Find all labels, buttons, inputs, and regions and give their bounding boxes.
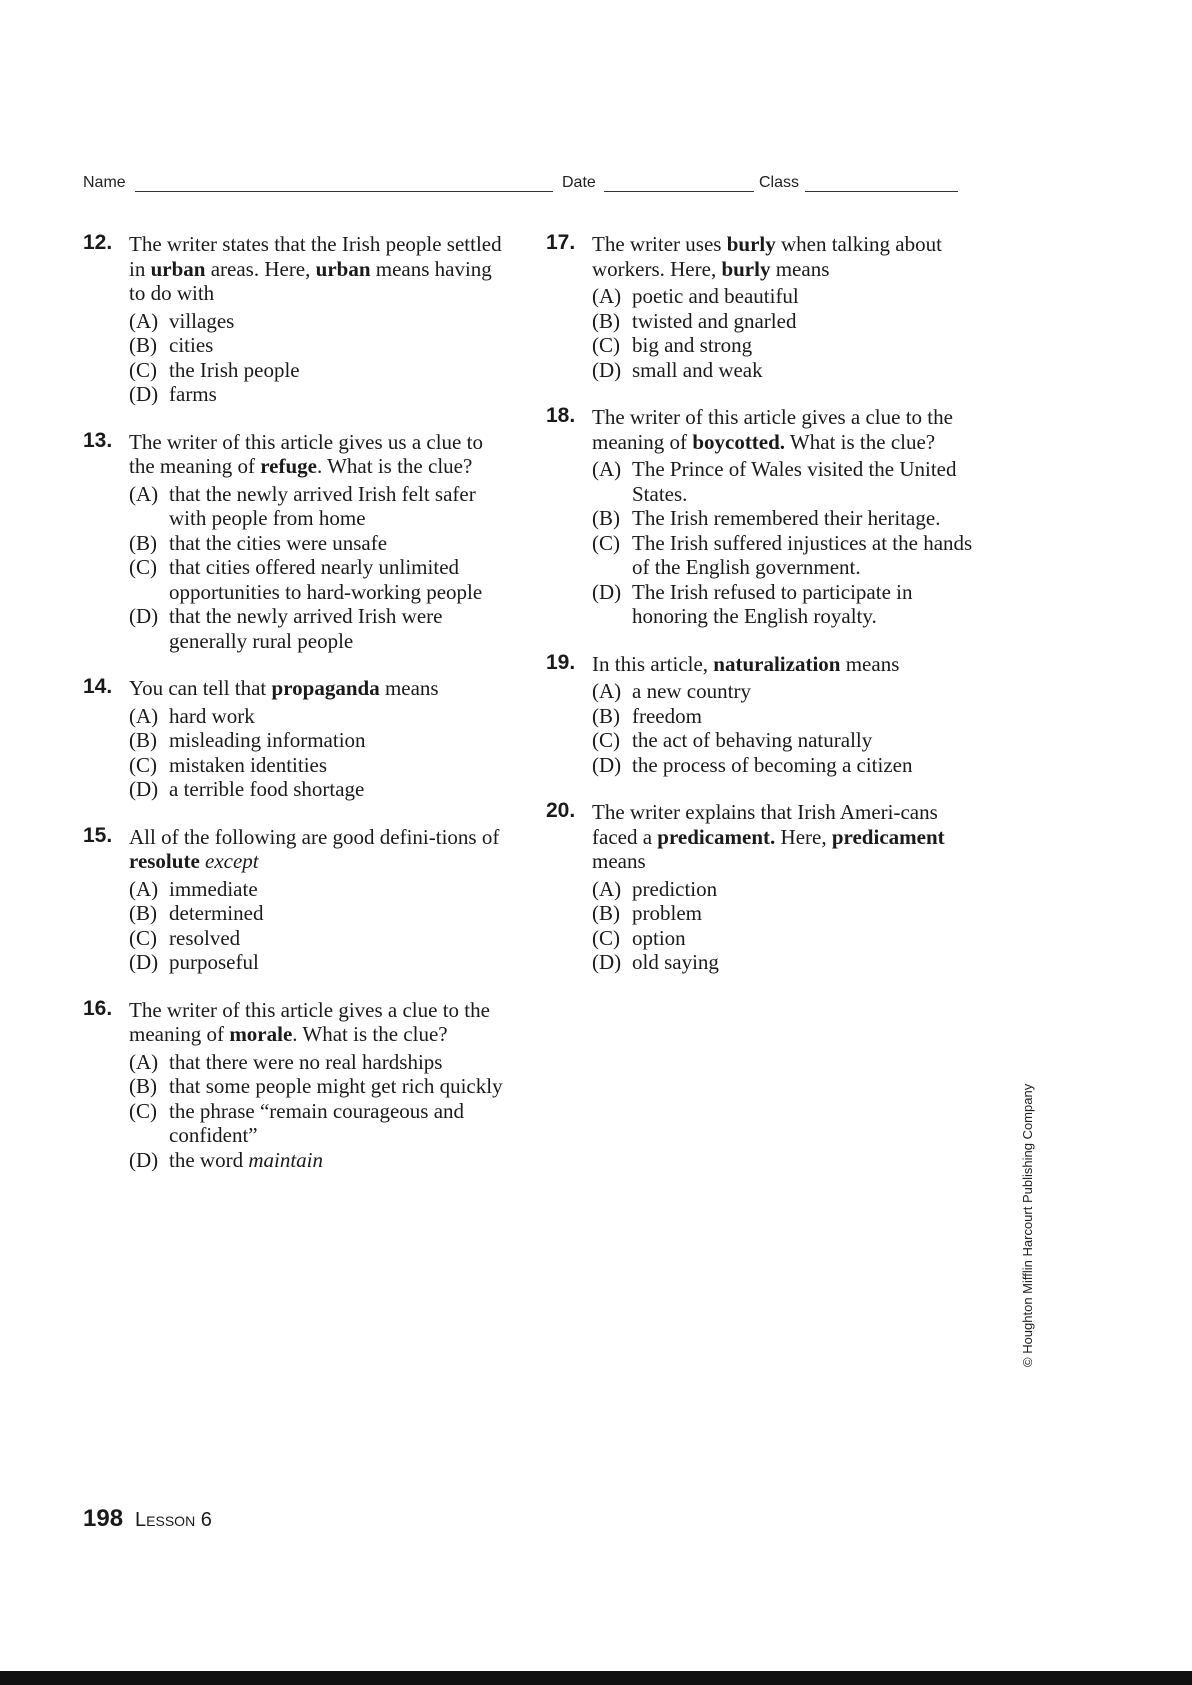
answer-option[interactable] bbox=[129, 309, 513, 334]
answer-option[interactable] bbox=[592, 309, 976, 334]
text-run: the process of becoming a citizen bbox=[632, 752, 913, 777]
option-label: (A) bbox=[129, 876, 159, 901]
option-text bbox=[169, 1099, 464, 1148]
text-run: means having to do with bbox=[129, 256, 492, 305]
option-label: (D) bbox=[129, 950, 159, 974]
text-run: Here, bbox=[775, 824, 832, 849]
option-label: (A) bbox=[129, 481, 159, 506]
left-question-column bbox=[83, 232, 513, 1195]
answer-option[interactable] bbox=[129, 728, 513, 753]
text-run: poetic and beautiful bbox=[632, 284, 799, 308]
option-text bbox=[632, 580, 912, 629]
text-run: determined bbox=[169, 901, 264, 925]
text-run: The writer uses bbox=[592, 232, 727, 256]
answer-options bbox=[592, 679, 976, 777]
option-text bbox=[632, 309, 796, 333]
answer-option[interactable] bbox=[129, 1074, 513, 1099]
text-run: prediction bbox=[632, 876, 718, 901]
option-text bbox=[169, 482, 476, 531]
option-label: (C) bbox=[592, 728, 620, 752]
answer-option[interactable] bbox=[129, 555, 513, 604]
answer-option[interactable] bbox=[592, 926, 976, 951]
option-label: (A) bbox=[129, 1049, 159, 1074]
worksheet-header bbox=[83, 172, 958, 196]
answer-option[interactable] bbox=[129, 777, 513, 802]
answer-option[interactable] bbox=[129, 901, 513, 926]
keyword: burly bbox=[721, 256, 771, 281]
answer-options bbox=[129, 1050, 513, 1173]
answer-option[interactable] bbox=[129, 950, 513, 975]
answer-options bbox=[129, 309, 513, 407]
answer-option[interactable] bbox=[129, 604, 513, 653]
answer-option[interactable] bbox=[592, 358, 976, 383]
question-number: 15. bbox=[83, 823, 113, 847]
option-label: (B) bbox=[129, 728, 157, 752]
answer-option[interactable] bbox=[592, 753, 976, 778]
option-text bbox=[169, 309, 234, 333]
page-footer bbox=[83, 1505, 212, 1533]
question-stem bbox=[129, 676, 513, 701]
option-text bbox=[632, 728, 872, 752]
option-label: (A) bbox=[129, 308, 159, 333]
option-text bbox=[169, 1074, 503, 1098]
answer-option[interactable] bbox=[129, 704, 513, 729]
name-label: Name bbox=[83, 174, 126, 191]
answer-option[interactable] bbox=[129, 926, 513, 951]
text-run: misleading information bbox=[169, 728, 366, 752]
question-stem bbox=[592, 652, 976, 677]
option-text bbox=[169, 901, 263, 925]
text-run: that some people might get rich quickly bbox=[169, 1074, 503, 1098]
option-text bbox=[169, 531, 387, 555]
question-item bbox=[546, 652, 976, 778]
option-label: (D) bbox=[592, 579, 622, 604]
option-text bbox=[169, 950, 259, 974]
option-label: (D) bbox=[129, 382, 159, 406]
question-number: 13. bbox=[83, 428, 113, 452]
question-stem bbox=[592, 405, 976, 454]
answer-option[interactable] bbox=[129, 531, 513, 556]
answer-options bbox=[129, 482, 513, 654]
option-text bbox=[169, 704, 255, 728]
option-label: (A) bbox=[592, 457, 622, 481]
option-label: (B) bbox=[592, 506, 620, 530]
option-text bbox=[169, 604, 442, 653]
answer-option[interactable] bbox=[592, 284, 976, 309]
option-text bbox=[632, 531, 972, 580]
text-run: problem bbox=[632, 901, 702, 925]
text-run: that the newly arrived Irish were generally rural people bbox=[169, 604, 443, 653]
text-run: means bbox=[592, 849, 646, 873]
text-run: What is the clue? bbox=[785, 429, 936, 454]
option-text bbox=[169, 1148, 323, 1172]
option-label: (D) bbox=[592, 357, 622, 382]
option-text bbox=[169, 555, 482, 604]
page-number: 198 bbox=[83, 1505, 124, 1532]
answer-option[interactable] bbox=[592, 901, 976, 926]
answer-option[interactable] bbox=[129, 482, 513, 531]
option-label: (C) bbox=[592, 925, 620, 950]
question-number: 14. bbox=[83, 675, 113, 698]
text-run: The writer of this article gives a clue to the meaning of bbox=[592, 405, 953, 454]
answer-option[interactable] bbox=[592, 531, 976, 580]
question-item bbox=[83, 998, 513, 1173]
text-run: The writer of this article gives us a clue to the meaning of bbox=[129, 429, 483, 478]
text-run: All of the following are good defini-tions of bbox=[129, 824, 500, 849]
answer-option[interactable] bbox=[129, 382, 513, 407]
option-label: (A) bbox=[592, 876, 622, 901]
option-text bbox=[632, 333, 752, 357]
answer-option[interactable] bbox=[129, 1099, 513, 1148]
option-label: (D) bbox=[129, 777, 159, 801]
answer-options bbox=[592, 457, 976, 629]
text-run: immediate bbox=[169, 876, 258, 901]
text-run: that cities offered nearly unlimited opportunities to hard-working people bbox=[169, 555, 483, 604]
text-run: The Prince of Wales visited the United States. bbox=[632, 457, 957, 506]
text-run: . What is the clue? bbox=[316, 454, 473, 478]
option-text bbox=[632, 358, 763, 382]
option-label: (A) bbox=[592, 284, 622, 308]
text-run: resolved bbox=[169, 925, 241, 950]
text-run: means bbox=[770, 256, 830, 281]
answer-option[interactable] bbox=[592, 333, 976, 358]
question-number: 17. bbox=[546, 231, 576, 254]
option-text bbox=[169, 877, 258, 901]
option-label: (D) bbox=[592, 752, 622, 777]
option-label: (C) bbox=[592, 333, 620, 357]
scan-bottom-edge bbox=[0, 1671, 1192, 1685]
option-text bbox=[632, 901, 702, 925]
question-stem bbox=[129, 998, 513, 1047]
answer-option[interactable] bbox=[592, 506, 976, 531]
text-run: villages bbox=[169, 308, 235, 333]
option-text bbox=[169, 926, 240, 950]
answer-option[interactable] bbox=[592, 457, 976, 506]
right-question-column bbox=[546, 232, 976, 998]
option-label: (C) bbox=[129, 752, 157, 777]
question-item bbox=[546, 232, 976, 382]
text-run: The Irish refused to participate in honoring the English royalty. bbox=[632, 579, 913, 628]
answer-options bbox=[592, 877, 976, 975]
option-text bbox=[169, 382, 217, 406]
option-label: (C) bbox=[129, 357, 157, 382]
option-text bbox=[632, 704, 702, 728]
option-text bbox=[632, 679, 751, 703]
keyword: predicament. bbox=[657, 824, 776, 849]
option-text bbox=[169, 728, 366, 752]
keyword: urban bbox=[315, 256, 371, 281]
date-label: Date bbox=[562, 174, 596, 191]
answer-option[interactable] bbox=[592, 580, 976, 629]
option-text bbox=[632, 506, 940, 530]
option-text bbox=[632, 926, 686, 950]
option-label: (C) bbox=[129, 1098, 157, 1123]
keyword: resolute bbox=[129, 849, 200, 873]
answer-option[interactable] bbox=[592, 950, 976, 975]
text-run: purposeful bbox=[169, 950, 259, 974]
text-run: In this article, bbox=[592, 651, 714, 676]
text-run: a new country bbox=[632, 679, 751, 703]
option-label: (B) bbox=[129, 333, 157, 357]
answer-option[interactable] bbox=[129, 877, 513, 902]
name-line[interactable] bbox=[135, 191, 553, 192]
option-label: (B) bbox=[592, 901, 620, 925]
option-text bbox=[169, 1050, 442, 1074]
keyword: morale bbox=[229, 1022, 293, 1046]
text-run: You can tell that bbox=[129, 676, 272, 700]
answer-option[interactable] bbox=[592, 704, 976, 729]
option-label: (B) bbox=[129, 901, 157, 925]
date-line[interactable] bbox=[604, 191, 754, 192]
text-run: mistaken identities bbox=[169, 752, 328, 777]
lesson-label: Lesson 6 bbox=[135, 1509, 212, 1531]
answer-option[interactable] bbox=[592, 877, 976, 902]
option-label: (D) bbox=[592, 950, 622, 974]
option-text bbox=[169, 333, 213, 357]
italic-text: except bbox=[205, 849, 259, 873]
option-label: (C) bbox=[592, 530, 620, 555]
option-text bbox=[632, 877, 717, 901]
text-run: a terrible food shortage bbox=[169, 777, 365, 801]
option-label: (A) bbox=[129, 703, 159, 728]
question-item bbox=[83, 825, 513, 975]
keyword: propaganda bbox=[271, 676, 380, 700]
text-run: . What is the clue? bbox=[292, 1022, 448, 1046]
option-label: (A) bbox=[592, 679, 622, 703]
class-line[interactable] bbox=[805, 191, 958, 192]
question-item bbox=[83, 676, 513, 802]
question-item bbox=[83, 232, 513, 407]
option-text bbox=[632, 284, 799, 308]
text-run: option bbox=[632, 925, 686, 950]
text-run: that there were no real hardships bbox=[169, 1049, 443, 1074]
text-run: The Irish suffered injustices at the hands of the English government. bbox=[632, 530, 973, 579]
question-number: 12. bbox=[83, 231, 113, 254]
answer-option[interactable] bbox=[592, 728, 976, 753]
answer-options bbox=[129, 877, 513, 975]
question-stem bbox=[129, 232, 513, 306]
italic-text: maintain bbox=[248, 1147, 323, 1172]
option-text bbox=[169, 753, 327, 777]
text-run: that the newly arrived Irish felt safer with people from home bbox=[169, 481, 476, 530]
question-number: 18. bbox=[546, 404, 576, 427]
text-run: areas. Here, bbox=[205, 256, 316, 281]
text-run: the Irish people bbox=[169, 357, 300, 382]
text-run: the phrase “remain courageous and confident” bbox=[169, 1098, 465, 1147]
keyword: naturalization bbox=[713, 651, 841, 676]
answer-option[interactable] bbox=[592, 679, 976, 704]
question-number: 20. bbox=[546, 799, 576, 822]
text-run: small and weak bbox=[632, 357, 763, 382]
text-run: The Irish remembered their heritage. bbox=[632, 506, 941, 530]
option-label: (B) bbox=[592, 308, 620, 333]
text-run: the act of behaving naturally bbox=[632, 728, 873, 752]
option-label: (B) bbox=[129, 530, 157, 555]
text-run: old saying bbox=[632, 950, 719, 974]
text-run: means bbox=[379, 676, 439, 700]
answer-options bbox=[129, 704, 513, 802]
answer-option[interactable] bbox=[129, 358, 513, 383]
question-stem bbox=[129, 430, 513, 479]
question-item bbox=[83, 430, 513, 654]
option-label: (C) bbox=[129, 925, 157, 950]
question-item bbox=[546, 405, 976, 629]
text-run: means bbox=[840, 651, 900, 676]
question-stem bbox=[592, 800, 976, 874]
option-label: (B) bbox=[592, 703, 620, 728]
question-stem bbox=[592, 232, 976, 281]
text-run: freedom bbox=[632, 703, 702, 728]
text-run: cities bbox=[169, 333, 214, 357]
text-run: twisted and gnarled bbox=[632, 308, 797, 333]
text-run: The writer of this article gives a clue to the meaning of bbox=[129, 997, 490, 1046]
option-label: (D) bbox=[129, 1147, 159, 1172]
option-text bbox=[169, 777, 364, 801]
text-run: farms bbox=[169, 382, 217, 406]
text-run: The writer states that the Irish people settled in bbox=[129, 232, 502, 281]
text-run: big and strong bbox=[632, 333, 753, 357]
question-item bbox=[546, 800, 976, 975]
class-label: Class bbox=[759, 174, 800, 191]
copyright-notice: © Houghton Mifflin Harcourt Publishing Company bbox=[1020, 1083, 1035, 1367]
answer-option[interactable] bbox=[129, 1148, 513, 1173]
question-number: 19. bbox=[546, 650, 576, 674]
question-stem bbox=[129, 825, 513, 874]
option-label: (D) bbox=[129, 604, 159, 628]
keyword: burly bbox=[726, 232, 776, 256]
answer-option[interactable] bbox=[129, 753, 513, 778]
keyword: boycotted. bbox=[692, 429, 786, 454]
text-run: the word bbox=[169, 1147, 249, 1172]
question-number: 16. bbox=[83, 996, 113, 1020]
answer-option[interactable] bbox=[129, 333, 513, 358]
option-text bbox=[632, 950, 719, 974]
keyword: urban bbox=[150, 256, 206, 281]
text-run: when talking about workers. Here, bbox=[592, 232, 942, 281]
text-run: The writer explains that Irish Ameri-cans faced a bbox=[592, 800, 938, 849]
keyword: predicament bbox=[831, 824, 945, 849]
answer-option[interactable] bbox=[129, 1050, 513, 1075]
option-text bbox=[632, 457, 957, 506]
text-run: hard work bbox=[169, 703, 255, 728]
option-text bbox=[632, 753, 912, 777]
option-label: (B) bbox=[129, 1074, 157, 1098]
answer-options bbox=[592, 284, 976, 382]
keyword: refuge bbox=[260, 454, 317, 478]
option-label: (C) bbox=[129, 555, 157, 579]
option-text bbox=[169, 358, 300, 382]
text-run: that the cities were unsafe bbox=[169, 530, 388, 555]
